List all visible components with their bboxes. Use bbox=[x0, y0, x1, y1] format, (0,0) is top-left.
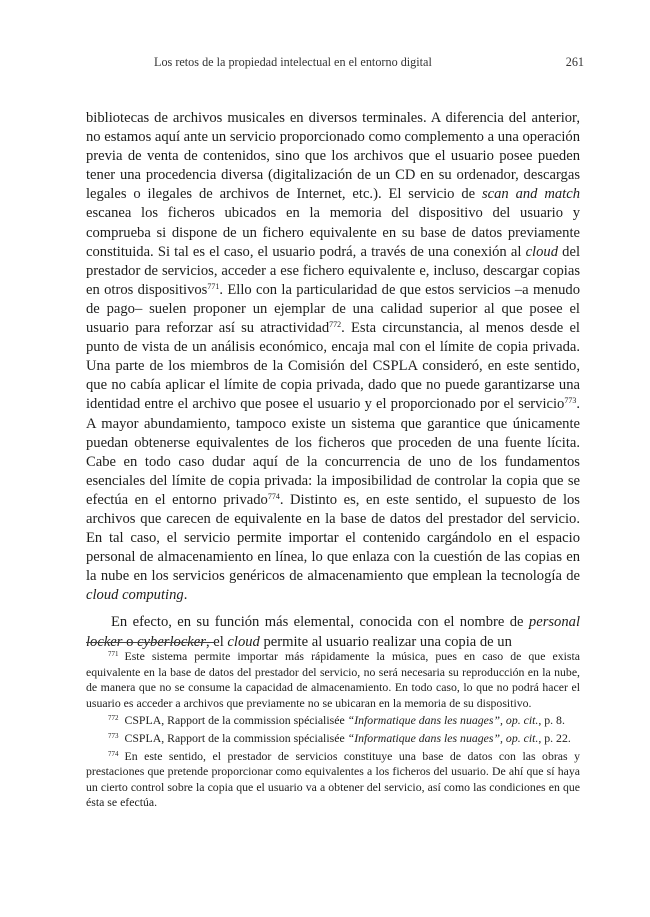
footnote-number: 772 bbox=[108, 714, 119, 723]
footnote-text: En este sentido, el prestador de servicios constituye una base de datos con las obras y prestaciones que pretende proporcionar como equivalentes a los ficheros del usuario. De ahí que sí haya un cierto control sobre la copia que el usuario va a obtener del servicio, así como las condiciones en que ésta se efectúa. bbox=[86, 748, 580, 810]
footnote-number: 771 bbox=[108, 650, 119, 658]
footnote bbox=[86, 731, 580, 747]
italic-text: scan and match bbox=[481, 186, 580, 203]
italic-text: “Informatique dans les nuages”, op. cit. bbox=[347, 713, 539, 728]
footnote-reference: 774 bbox=[267, 491, 280, 501]
footnote-separator bbox=[86, 642, 215, 643]
paragraph: En efecto, en su función más elemental, conocida con el nombre de personal locker o cyberlocker, el cloud permite al usuario realizar una copia de un bbox=[86, 614, 580, 650]
running-title: Los retos de la propiedad intelectual en el entorno digital bbox=[154, 55, 432, 69]
italic-text: cloud bbox=[227, 633, 260, 650]
main-text bbox=[86, 109, 580, 652]
footnote-text: Este sistema permite importar más rápidamente la música, pues en caso de que exista equivalente en la base de datos del prestador del servicio, no será necesaria su reproducción en la nube, de manera que no se consume la capacidad de almacenamiento. En todo caso, lo que no podrá hacer el usuario es acceder a archivos que previamente no se ubicaran en la memoria de su dispositivo. bbox=[86, 649, 580, 710]
paragraph: bibliotecas de archivos musicales en diversos terminales. A diferencia del anterior, no estamos aquí ante un servicio proporcionado como complemento a una operación previa de venta de contenidos, sino que los archivos que el usuario posee pueden tener una procedencia diversa (digitalización de un CD en su ordenador, descargas legales o ilegales de archivos de Internet, etc.). El servicio de scan and match escanea los ficheros ubicados en la memoria del dispositivo del usuario y comprueba si dispone de un fichero equivalente en su base de datos previamente constituida. Si tal es el caso, el usuario podrá, a través de una conexión al cloud del prestador de servicios, acceder a ese fichero equivalente e, incluso, descargar copias en otros dispositivos$^{771}$. Ello con la particularidad de que estos servicios –a menudo de pago– suelen proponer un ejemplar de una calidad superior al que posee el usuario para reforzar así su atractividad$^{772}$. Esta circunstancia, al menos desde el punto de vista de un análisis económico, encaja mal con el límite de copia privada. Una parte de los miembros de la Comisión del CSPLA consideró, en este sentido, que no cabía aplicar el límite de copia privada, dado que no puede garantizarse una identidad entre el archivo que posee el usuario y el proporcionado por el servicio$^{773}$. A mayor abundamiento, tampoco existe un sistema que garantice que únicamente puedan obtenerse equivalentes de los ficheros que proceden de una fuente lícita. Cabe en todo caso dudar aquí de la concurrencia de uno de los fundamentos esenciales del límite de copia privada: la imposibilidad de controlar la copia que se efectúa en el entorno privado$^{774}$. Distinto es, en este sentido, el supuesto de los archivos que carecen de equivalente en la base de datos del prestador del servicio. En tal caso, el servicio permite importar el contenido cargándolo en el espacio personal de almacenamiento en línea, lo que enlaza con la cuestión de las copias en la nube en los servicios genéricos de almacenamiento que emplean la tecnología de cloud computing. bbox=[86, 110, 581, 604]
footnote bbox=[86, 713, 580, 729]
footnote-text: CSPLA, Rapport de la commission spécialisée “Informatique dans les nuages”, op. cit., p. 8. bbox=[124, 713, 565, 728]
footnote-text: CSPLA, Rapport de la commission spécialisée “Informatique dans les nuages”, op. cit., p. 22. bbox=[124, 730, 571, 745]
footnote-reference: 772 bbox=[329, 320, 342, 330]
italic-text: “Informatique dans les nuages”, op. cit. bbox=[347, 730, 539, 745]
footnote-number: 774 bbox=[108, 749, 119, 758]
footnote-reference: 771 bbox=[207, 281, 220, 291]
footnote-number: 773 bbox=[108, 731, 119, 740]
footnote-reference: 773 bbox=[564, 396, 577, 406]
italic-text: cyberlocker bbox=[137, 633, 206, 650]
page-number: 261 bbox=[565, 55, 584, 69]
footnote bbox=[86, 749, 580, 811]
italic-text: cloud bbox=[525, 243, 559, 260]
italic-text: cloud computing bbox=[86, 587, 184, 604]
footnote bbox=[86, 649, 580, 711]
footnotes bbox=[86, 649, 580, 813]
italic-text: personal locker bbox=[86, 614, 580, 650]
